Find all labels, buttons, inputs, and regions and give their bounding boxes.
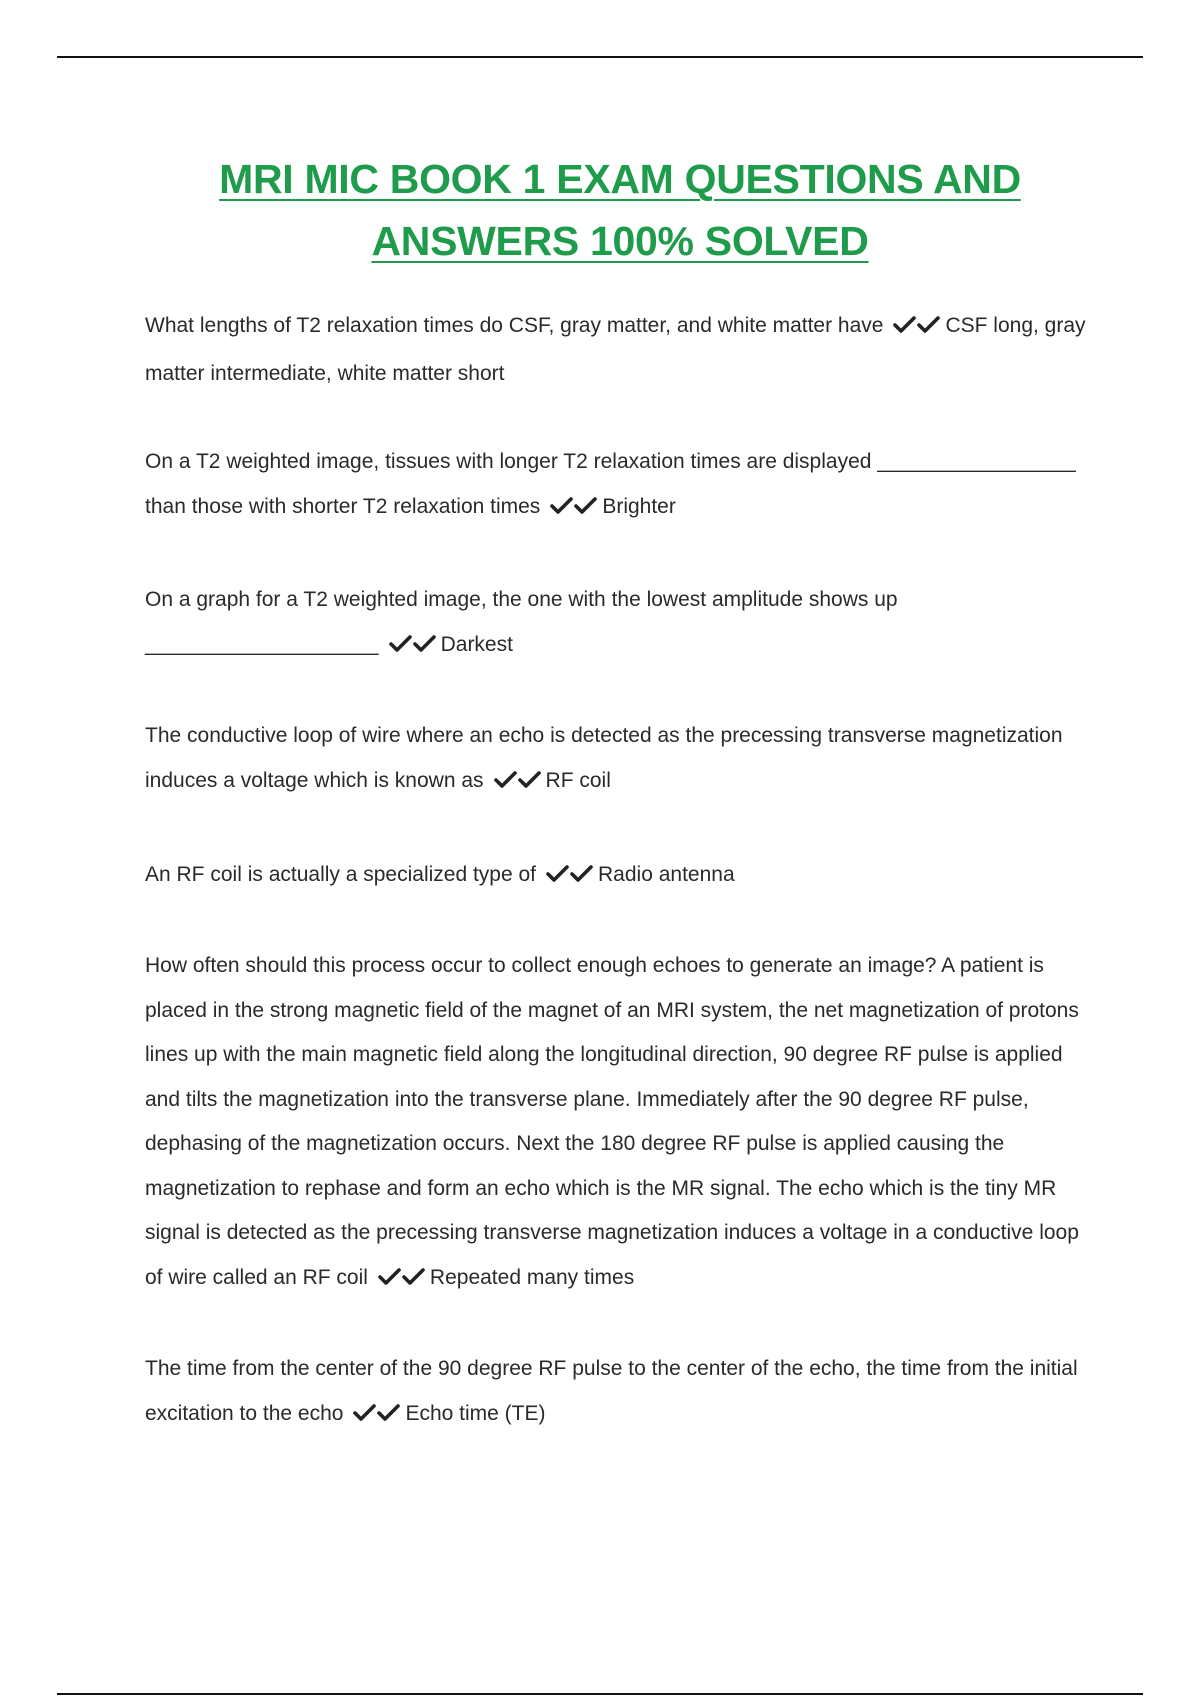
answer-marker: [494, 761, 542, 806]
answer-text: RF coil: [545, 769, 611, 792]
qa-item: [145, 852, 1095, 900]
answer-text: Echo time (TE): [405, 1402, 546, 1425]
checkmark-icon: [413, 634, 437, 654]
answer-marker: [546, 855, 594, 900]
qa-item: [145, 944, 1095, 1303]
answer-text: Repeated many times: [429, 1265, 635, 1289]
answer-marker: [378, 1259, 426, 1304]
question-text: The conductive loop of wire where an echo is detected as the precessing transverse magnetization induces a voltage which is known as: [145, 724, 1063, 792]
question-text: The time from the center of the 90 degree RF pulse to the center of the echo, the time from the initial excitation to the echo: [145, 1357, 1078, 1425]
checkmark-icon: [546, 864, 570, 884]
question-text: On a T2 weighted image, tissues with longer T2 relaxation times are displayed _________________ than those with shorter T2 relaxation times: [145, 450, 1076, 518]
checkmark-icon: [518, 770, 542, 790]
question-text: How often should this process occur to collect enough echoes to generate an image? A patient is placed in the strong magnetic field of the magnet of an MRI system, the net magnetization of protons lines up with the main magnetic field along the longitudinal direction, 90 degree RF pulse is applied and tilts the magnetization into the transverse plane. Immediately after the 90 degree RF pulse, dephasing of the magnetization occurs. Next the 180 degree RF pulse is applied causing the magnetization to rephase and form an echo which is the MR signal. The echo which is the tiny MR signal is detected as the precessing transverse magnetization induces a voltage in a conductive loop of wire called an RF coil: [145, 954, 1079, 1289]
checkmark-icon: [353, 1403, 377, 1423]
checkmark-icon: [917, 315, 941, 335]
answer-marker: [550, 487, 598, 532]
question-text: What lengths of T2 relaxation times do CSF, gray matter, and white matter have: [145, 314, 884, 337]
question-text: On a graph for a T2 weighted image, the one with the lowest amplitude shows up ____________________: [145, 588, 898, 656]
qa-item: [145, 1346, 1095, 1439]
answer-text: Darkest: [440, 633, 513, 656]
bottom-rule: [57, 1693, 1143, 1695]
checkmark-icon: [893, 315, 917, 335]
checkmark-icon: [402, 1267, 426, 1287]
qa-item: [145, 713, 1095, 806]
checkmark-icon: [377, 1403, 401, 1423]
checkmark-icon: [378, 1267, 402, 1287]
qa-item: [145, 577, 1095, 670]
document-title: MRI MIC BOOK 1 EXAM QUESTIONS AND ANSWERS 100% SOLVED: [219, 156, 1021, 264]
checkmark-icon: [550, 496, 574, 516]
top-rule: [57, 56, 1143, 58]
answer-text: Brighter: [602, 495, 676, 518]
answer-text: CSF long, gray matter intermediate, white matter short: [145, 314, 1086, 385]
answer-marker: [389, 625, 437, 670]
answer-marker: [893, 306, 941, 351]
checkmark-icon: [570, 864, 594, 884]
checkmark-icon: [494, 770, 518, 790]
answer-marker: [353, 1394, 401, 1439]
checkmark-icon: [389, 634, 413, 654]
qa-item: [145, 439, 1095, 532]
checkmark-icon: [574, 496, 598, 516]
answer-text: Radio antenna: [598, 863, 735, 886]
qa-item: [145, 303, 1095, 396]
question-text: An RF coil is actually a specialized type of: [145, 863, 537, 886]
